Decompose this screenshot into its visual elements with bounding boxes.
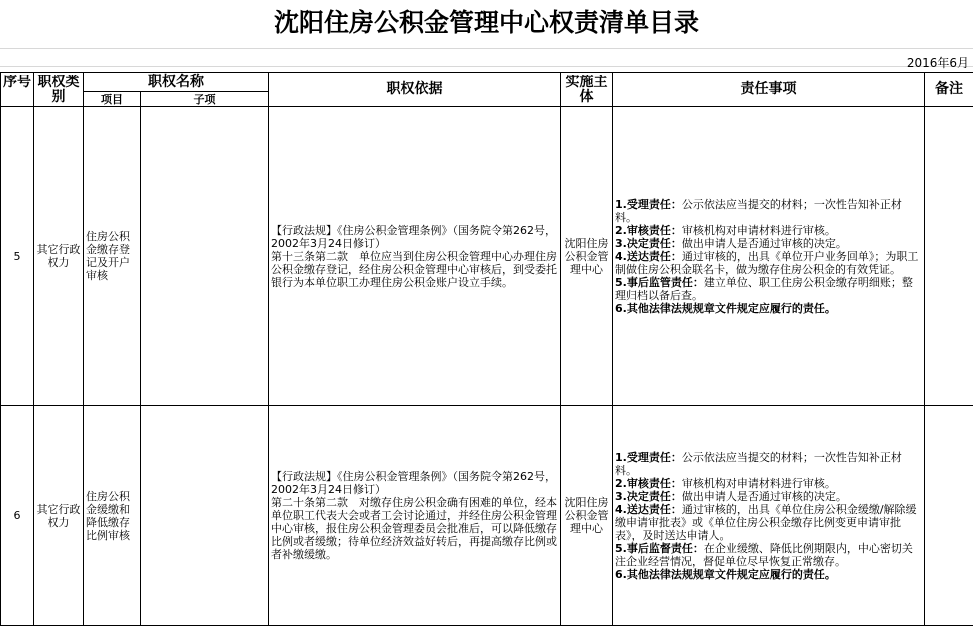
basis-title: 【行政法规】《住房公积金管理条例》（国务院令第262号，2002年3月24日修订） — [271, 470, 558, 496]
header-item: 项目 — [84, 92, 141, 107]
row-basis — [269, 107, 561, 406]
row-remark — [925, 107, 973, 406]
row-category: 其它行政权力 — [34, 406, 84, 626]
duty-item: 3.决定责任：做出申请人是否通过审核的决定。 — [615, 237, 922, 250]
duty-item: 1.受理责任：公示依法应当提交的材料；一次性告知补正材料。 — [615, 198, 922, 224]
row-seq: 5 — [1, 107, 34, 406]
row-duties — [613, 406, 925, 626]
row-remark — [925, 406, 973, 626]
duty-item: 4.送达责任：通过审核的，出具《单位住房公积金缓缴/解除缓缴申请审批表》或《单位住房公积金缴存比例变更申请审批表》，及时送达申请人。 — [615, 503, 922, 542]
table-row — [1, 107, 973, 406]
duty-item: 6.其他法律法规规章文件规定应履行的责任。 — [615, 568, 922, 581]
row-basis — [269, 406, 561, 626]
table-row — [1, 406, 973, 626]
rights-table — [0, 72, 973, 626]
basis-body: 第二十条第二款 对缴存住房公积金确有困难的单位，经本单位职工代表大会或者工会讨论通过，并经住房公积金管理中心审核，报住房公积金管理委员会批准后，可以降低缴存比例或者缓缴；待单位经济效益好转后，再提高缴存比例或者补缴缓缴。 — [271, 496, 558, 561]
row-duties — [613, 107, 925, 406]
row-subitem — [141, 107, 269, 406]
row-seq: 6 — [1, 406, 34, 626]
basis-body: 第十三条第二款 单位应当到住房公积金管理中心办理住房公积金缴存登记，经住房公积金管理中心审核后，到受委托银行为本单位职工办理住房公积金账户设立手续。 — [271, 250, 558, 289]
header-duty: 责任事项 — [613, 73, 925, 107]
sheet-gridline — [0, 66, 973, 67]
header-seq: 序号 — [1, 73, 34, 107]
duty-item: 6.其他法律法规规章文件规定应履行的责任。 — [615, 302, 922, 315]
header-basis: 职权依据 — [269, 73, 561, 107]
duty-item: 3.决定责任：做出申请人是否通过审核的决定。 — [615, 490, 922, 503]
header-category: 职权类别 — [34, 73, 84, 107]
basis-title: 【行政法规】《住房公积金管理条例》（国务院令第262号，2002年3月24日修订） — [271, 224, 558, 250]
header-subject: 实施主体 — [561, 73, 613, 107]
duty-item: 5.事后监督责任：在企业缓缴、降低比例期限内，中心密切关注企业经营情况，督促单位尽早恢复正常缴存。 — [615, 542, 922, 568]
row-item: 住房公积金缴存登记及开户审核 — [84, 107, 141, 406]
row-item: 住房公积金缓缴和降低缴存比例审核 — [84, 406, 141, 626]
duty-item: 1.受理责任：公示依法应当提交的材料；一次性告知补正材料。 — [615, 451, 922, 477]
row-category: 其它行政权力 — [34, 107, 84, 406]
row-subject: 沈阳住房公积金管理中心 — [561, 406, 613, 626]
duty-item: 2.审核责任：审核机构对申请材料进行审核。 — [615, 477, 922, 490]
duty-item: 2.审核责任：审核机构对申请材料进行审核。 — [615, 224, 922, 237]
header-subitem: 子项 — [141, 92, 269, 107]
page-title: 沈阳住房公积金管理中心权责清单目录 — [0, 0, 973, 49]
header-name: 职权名称 — [84, 73, 269, 92]
duty-item: 4.送达责任：通过审核的，出具《单位开户业务回单》；为职工制做住房公积金联名卡，做为缴存住房公积金的有效凭证。 — [615, 250, 922, 276]
header-remark: 备注 — [925, 73, 973, 107]
report-date: 2016年6月 — [907, 54, 969, 71]
row-subject: 沈阳住房公积金管理中心 — [561, 107, 613, 406]
row-subitem — [141, 406, 269, 626]
duty-item: 5.事后监管责任：建立单位、职工住房公积金缴存明细账；整理归档以备后查。 — [615, 276, 922, 302]
